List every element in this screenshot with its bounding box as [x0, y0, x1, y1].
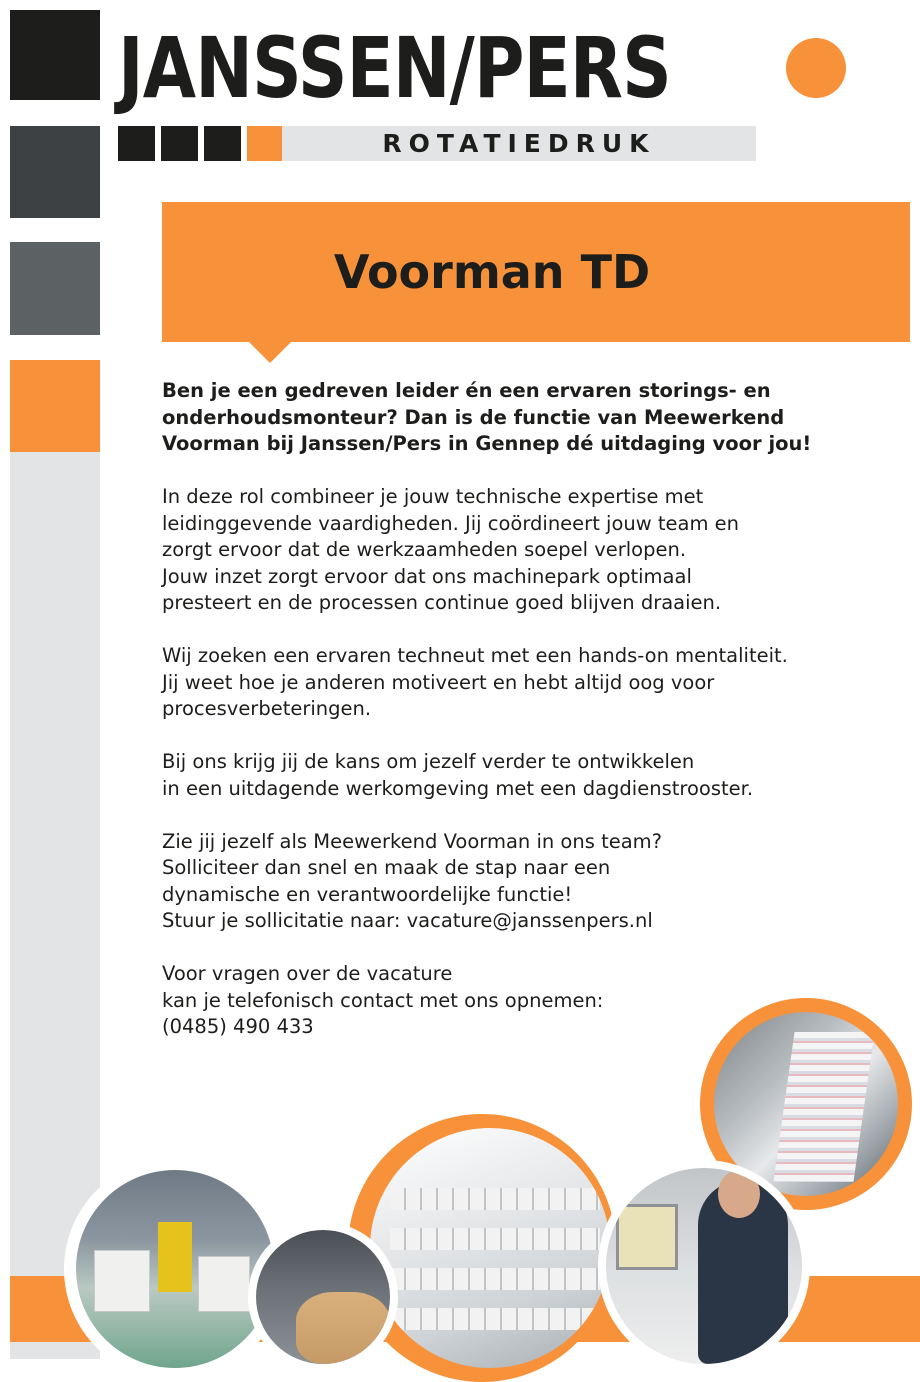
apply-email-link[interactable]: vacature@janssenpers.nl	[406, 909, 653, 932]
apply-prefix: Stuur je sollicitatie naar:	[162, 909, 407, 932]
logo-dot	[786, 38, 846, 98]
logo-block	[118, 126, 155, 161]
page-title: Voorman TD	[333, 245, 651, 299]
paper-roll-photo	[256, 1230, 390, 1364]
apply-call-text: Zie jij jezelf als Meewerkend Voorman in ons team? Solliciteer dan snel en maak de stap naar een dynamische en verantwoordelijke functie!	[162, 829, 663, 906]
decor-square-dark-grey	[10, 126, 100, 218]
decor-square-orange	[10, 360, 100, 452]
banner-pointer	[248, 341, 292, 363]
operator-head	[718, 1170, 760, 1218]
logo-block	[204, 126, 241, 161]
paper-web	[773, 1032, 874, 1182]
vacancy-text	[162, 378, 882, 1067]
apply-paragraph	[162, 829, 882, 909]
forklift	[158, 1222, 192, 1292]
pallet	[94, 1250, 150, 1312]
logo-block	[161, 126, 198, 161]
newspapers-photo	[370, 1128, 610, 1368]
profile-paragraph: Wij zoeken een ervaren techneut met een hands-on mentaliteit. Jij weet hoe je anderen motiveert en hebt altijd oog voor procesverbeteringen.	[162, 644, 788, 720]
role-paragraph: In deze rol combineer je jouw technische expertise met leidinggevende vaardigheden. Jij coördineert jouw team en zorgt ervoor dat de werkzaamheden soepel verlopen. Jouw inzet zorgt ervoor dat ons machinepark optimaal presteert en de processen continue goed blijven draaien.	[162, 485, 740, 614]
intro-paragraph: Ben je een gedreven leider én een ervaren storings- en onderhoudsmonteur? Dan is de functie van Meewerkend Voorman bij Janssen/Pers in Gennep dé uitdaging voor jou!	[162, 379, 812, 455]
warehouse-forklift-photo	[76, 1170, 274, 1368]
paper-roll	[296, 1292, 390, 1364]
decor-square-grey	[10, 242, 100, 335]
offer-paragraph: Bij ons krijg jij de kans om jezelf verder te ontwikkelen in een uitdagende werkomgeving met een dagdienstrooster.	[162, 750, 754, 800]
decor-square-black	[10, 10, 100, 100]
control-screen	[616, 1204, 678, 1270]
logo-tagline: ROTATIEDRUK	[382, 129, 656, 158]
phone-number[interactable]: (0485) 490 433	[162, 1015, 314, 1038]
newspaper-stack	[390, 1308, 600, 1330]
contact-text: Voor vragen over de vacature kan je telefonisch contact met ons opnemen:	[162, 962, 604, 1012]
logo-wordmark: JANSSEN/PERS	[118, 19, 671, 117]
newspaper-stack	[390, 1188, 600, 1210]
newspaper-stack	[390, 1268, 600, 1290]
newspaper-stack	[390, 1228, 600, 1250]
apply-email-line	[162, 908, 882, 935]
pallet	[198, 1256, 250, 1312]
logo-block-orange	[247, 126, 282, 161]
operator-photo	[606, 1168, 802, 1364]
